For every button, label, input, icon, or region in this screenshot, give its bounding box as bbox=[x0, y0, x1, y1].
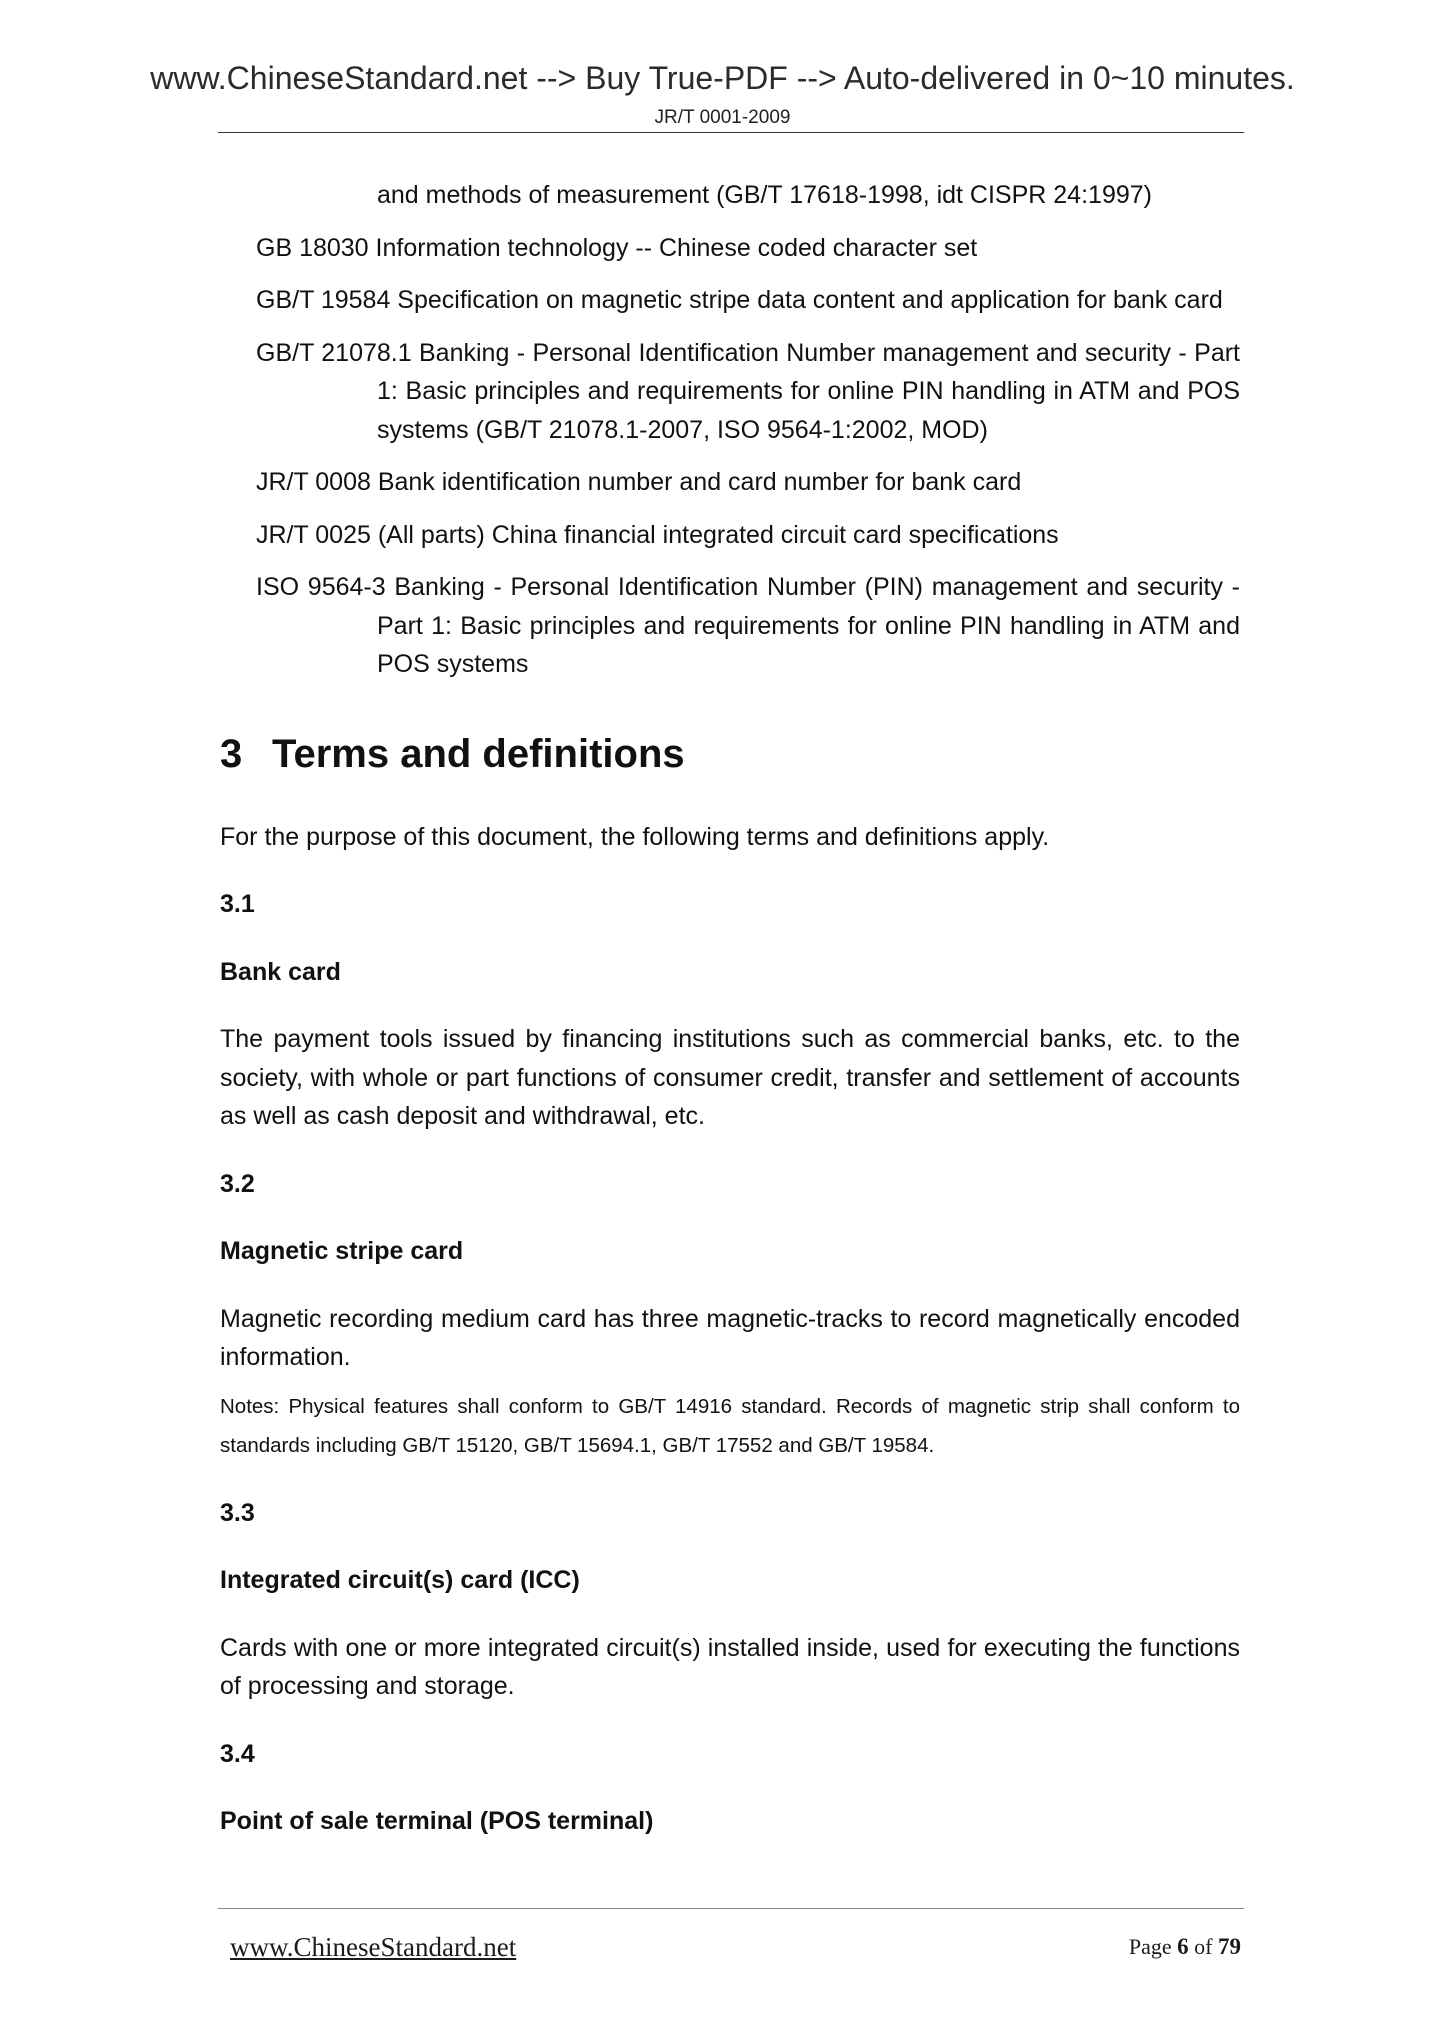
term-entry bbox=[220, 885, 1240, 1136]
page-total: 79 bbox=[1218, 1934, 1241, 1959]
footer-rule bbox=[218, 1908, 1244, 1909]
header-rule bbox=[218, 132, 1244, 133]
standard-id: JR/T 0001-2009 bbox=[654, 107, 791, 128]
term-number: 3.1 bbox=[220, 890, 255, 918]
reference-item: JR/T 0008 Bank identification number and card number for bank card bbox=[256, 468, 1022, 496]
term-name: Integrated circuit(s) card (ICC) bbox=[220, 1566, 580, 1594]
term-name: Bank card bbox=[220, 957, 341, 986]
term-number: 3.2 bbox=[220, 1169, 255, 1198]
page-current: 6 bbox=[1177, 1934, 1189, 1959]
term-name: Magnetic stripe card bbox=[220, 1237, 464, 1265]
page-indicator bbox=[1129, 1934, 1241, 1960]
header-banner: www.ChineseStandard.net --> Buy True-PDF --> Auto-delivered in 0~10 minutes. bbox=[150, 60, 1295, 96]
term-name: Point of sale terminal (POS terminal) bbox=[220, 1807, 654, 1835]
term-definition: The payment tools issued by financing institutions such as commercial banks, etc. to the society, with whole or part functions of consumer credit, transfer and settlement of accounts as well as cash deposit and withdrawal, etc. bbox=[220, 1025, 1240, 1130]
term-definition: Cards with one or more integrated circuit(s) installed inside, used for executing the functions of processing and storage. bbox=[220, 1633, 1240, 1700]
reference-item: and methods of measurement (GB/T 17618-1998, idt CISPR 24:1997) bbox=[377, 181, 1152, 209]
section-intro: For the purpose of this document, the following terms and definitions apply. bbox=[220, 822, 1050, 851]
reference-item: JR/T 0025 (All parts) China financial integrated circuit card specifications bbox=[256, 520, 1059, 549]
term-definition: Magnetic recording medium card has three magnetic-tracks to record magnetically encoded information. bbox=[220, 1304, 1240, 1371]
term-entry bbox=[220, 1494, 1240, 1706]
footer-site-link[interactable]: www.ChineseStandard.net bbox=[230, 1932, 517, 1962]
term-number: 3.3 bbox=[220, 1498, 255, 1527]
reference-list bbox=[220, 176, 1240, 684]
term-note: Notes: Physical features shall conform to GB/T 14916 standard. Records of magnetic strip shall conform to standards including GB/T 15120, GB/T 15694.1, GB/T 17552 and GB/T 19584. bbox=[220, 1394, 1240, 1457]
section-number: 3 bbox=[220, 731, 243, 776]
reference-item: GB/T 19584 Specification on magnetic stripe data content and application for bank card bbox=[256, 286, 1223, 314]
section-heading bbox=[220, 730, 1240, 778]
page-label: Page bbox=[1128, 1934, 1172, 1959]
term-entry bbox=[220, 1165, 1240, 1465]
term-entry bbox=[220, 1735, 1240, 1841]
page-content bbox=[220, 176, 1240, 1841]
term-number: 3.4 bbox=[220, 1739, 255, 1768]
page-of: of bbox=[1194, 1934, 1213, 1959]
section-title: Terms and definitions bbox=[272, 731, 685, 776]
reference-item: GB 18030 Information technology -- Chinese coded character set bbox=[256, 233, 978, 262]
reference-item: ISO 9564-3 Banking - Personal Identification Number (PIN) management and security - Part 1: Basic principles and requirements for online PIN handling in ATM and POS systems bbox=[256, 573, 1240, 678]
reference-item: GB/T 21078.1 Banking - Personal Identification Number management and security - Part 1: Basic principles and requirements for online PIN handling in ATM and POS systems (GB/T 21078.1-2007, ISO 9564-1:2002, MOD) bbox=[256, 338, 1240, 444]
